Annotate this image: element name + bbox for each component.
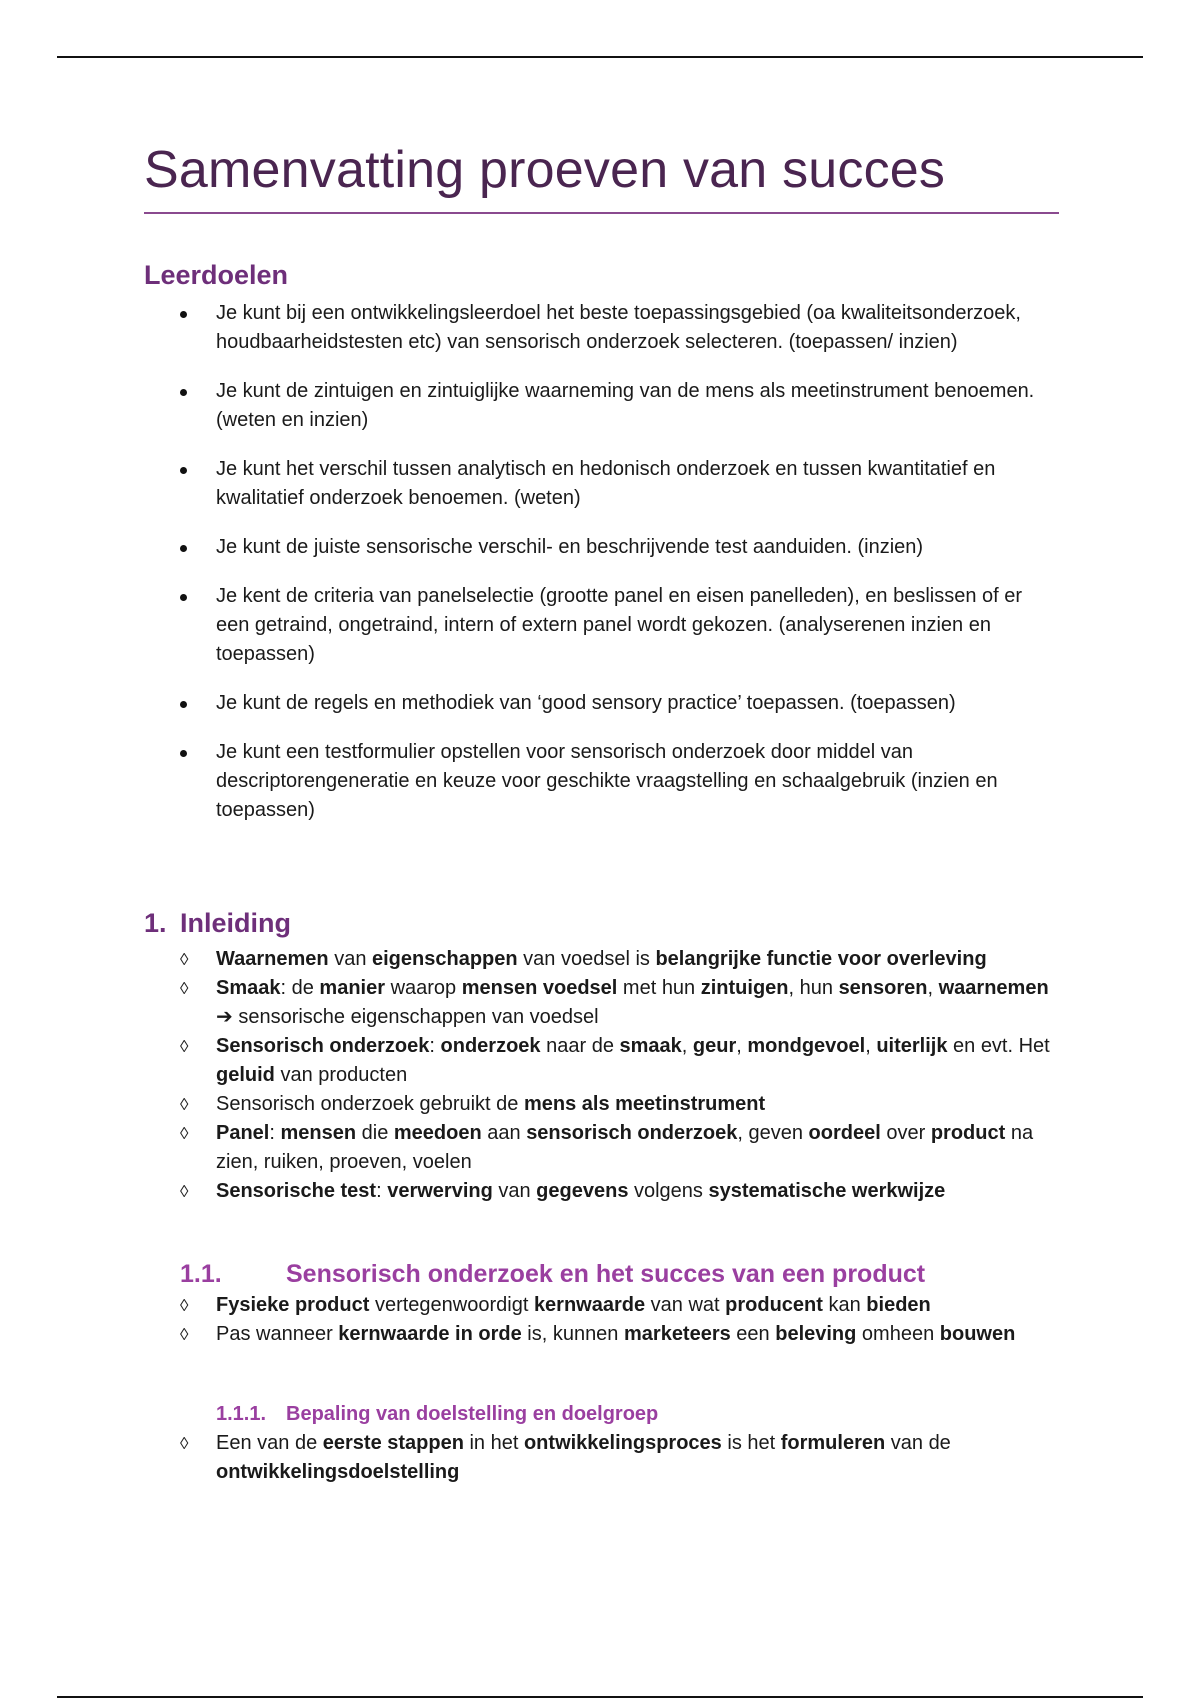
section-1-1-list: [144, 1291, 1059, 1349]
bold-term: mondgevoel: [747, 1035, 866, 1057]
section-1-1-1-title: Bepaling van doelstelling en doelgroep: [286, 1403, 659, 1425]
bold-term: bieden: [866, 1294, 931, 1316]
bold-term: verwerving: [387, 1180, 493, 1202]
bold-term: beleving: [775, 1323, 857, 1345]
text-run: ,: [736, 1035, 748, 1057]
bold-term: ontwikkelingsproces: [523, 1432, 722, 1454]
text-run: aan: [481, 1122, 527, 1144]
section-1-1-title: Sensorisch onderzoek en het succes van een product: [286, 1260, 926, 1288]
section-1-1-1-heading: [216, 1403, 658, 1426]
bold-term: ontwikkelingsdoelstelling: [216, 1461, 460, 1483]
bold-term: eigenschappen: [372, 948, 518, 970]
text-run: Pas wanneer: [216, 1323, 339, 1345]
bullet-dot-icon: [180, 545, 187, 552]
text-run: ,: [681, 1035, 693, 1057]
bullet-item: [144, 974, 1059, 1032]
bullet-dot-icon: [180, 701, 187, 708]
leerdoel-item: [144, 582, 1059, 669]
bullet-item: [144, 1429, 1059, 1487]
section-1-number: 1.: [144, 908, 167, 938]
text-run: ,: [927, 977, 939, 999]
text-run: van wat: [645, 1294, 726, 1316]
bold-term: mensen voedsel: [461, 977, 618, 999]
text-run: van: [492, 1180, 537, 1202]
bullet-item: [144, 1177, 1059, 1206]
leerdoel-item: [144, 533, 1059, 562]
text-run: sensorische eigenschappen van voedsel: [238, 1006, 599, 1028]
bold-term: geur: [692, 1035, 737, 1057]
bold-term: smaak: [619, 1035, 682, 1057]
diamond-bullet-icon: ◊: [180, 950, 189, 969]
diamond-bullet-icon: ◊: [180, 1095, 189, 1114]
text-run: naar de: [540, 1035, 620, 1057]
text-run: vertegenwoordigt: [369, 1294, 534, 1316]
section-1-heading: [144, 908, 291, 939]
text-run: een: [730, 1323, 776, 1345]
text-run: : de: [280, 977, 320, 999]
bullet-item: [144, 1032, 1059, 1090]
text-run: waarop: [385, 977, 462, 999]
leerdoelen-heading: Leerdoelen: [144, 260, 289, 290]
bold-term: meedoen: [393, 1122, 482, 1144]
text-run: van producten: [274, 1064, 408, 1086]
section-1-1-1-number: 1.1.1.: [216, 1403, 267, 1425]
text-run: over: [880, 1122, 931, 1144]
bold-term: producent: [725, 1294, 823, 1316]
text-run: is, kunnen: [521, 1323, 624, 1345]
bold-term: sensoren: [838, 977, 928, 999]
bold-term: gegevens: [536, 1180, 629, 1202]
bold-term: Fysieke product: [216, 1294, 370, 1316]
bold-term: geluid: [216, 1064, 275, 1086]
bold-term: Sensorische test: [216, 1180, 377, 1202]
leerdoel-text: Je kunt een testformulier opstellen voor sensorisch onderzoek door middel van descriptorengeneratie en keuze voor geschikte vraagstelling en schaalgebruik (inzien en toepassen): [216, 741, 998, 821]
leerdoel-text: Je kunt bij een ontwikkelingsleerdoel het beste toepassingsgebied (oa kwaliteitsonderzoek, houdbaarheidstesten etc) van sensorisch onderzoek selecteren. (toepassen/ inzien): [216, 302, 1021, 353]
leerdoel-item: [144, 689, 1059, 718]
bold-term: waarnemen: [938, 977, 1049, 999]
bold-term: product: [930, 1122, 1006, 1144]
text-run: Sensorisch onderzoek gebruikt de: [216, 1093, 524, 1115]
diamond-bullet-icon: ◊: [180, 1325, 189, 1344]
bold-term: mensen: [280, 1122, 357, 1144]
bold-term: sensorisch onderzoek: [526, 1122, 738, 1144]
bold-term: Panel: [216, 1122, 270, 1144]
text-run: kan: [822, 1294, 867, 1316]
leerdoel-item: [144, 377, 1059, 435]
diamond-bullet-icon: ◊: [180, 1182, 189, 1201]
leerdoel-text: Je kunt het verschil tussen analytisch en hedonisch onderzoek en tussen kwantitatief en kwalitatief onderzoek benoemen. (weten): [216, 458, 996, 509]
section-1-1-heading: [180, 1260, 925, 1289]
bold-term: Smaak: [216, 977, 281, 999]
text-run: is het: [721, 1432, 781, 1454]
bold-term: uiterlijk: [876, 1035, 948, 1057]
bold-term: Waarnemen: [216, 948, 329, 970]
text-run: van voedsel is: [517, 948, 656, 970]
leerdoel-text: Je kunt de regels en methodiek van ‘good sensory practice’ toepassen. (toepassen): [216, 692, 956, 714]
bold-term: onderzoek: [440, 1035, 541, 1057]
text-run: die: [356, 1122, 394, 1144]
section-1-title: Inleiding: [180, 908, 291, 938]
leerdoel-item: [144, 738, 1059, 825]
text-run: van de: [885, 1432, 951, 1454]
bullet-item: [144, 945, 1059, 974]
text-run: omheen: [856, 1323, 940, 1345]
bullet-dot-icon: [180, 311, 187, 318]
bold-term: manier: [319, 977, 386, 999]
bold-term: bouwen: [939, 1323, 1016, 1345]
text-run: Een van de: [216, 1432, 323, 1454]
bullet-dot-icon: [180, 750, 187, 757]
leerdoel-text: Je kunt de juiste sensorische verschil- en beschrijvende test aanduiden. (inzien): [216, 536, 924, 558]
bold-term: zintuigen: [700, 977, 789, 999]
diamond-bullet-icon: ◊: [180, 1124, 189, 1143]
bold-term: marketeers: [624, 1323, 731, 1345]
bullet-dot-icon: [180, 594, 187, 601]
section-1-1-1-list: [144, 1429, 1059, 1487]
text-run: in het: [463, 1432, 524, 1454]
bold-term: oordeel: [808, 1122, 881, 1144]
bold-term: kernwaarde: [533, 1294, 646, 1316]
page-title: Samenvatting proeven van succes: [144, 141, 946, 199]
text-run: met hun: [617, 977, 701, 999]
bold-term: Sensorisch onderzoek: [216, 1035, 430, 1057]
bullet-dot-icon: [180, 467, 187, 474]
section-1-1-number: 1.1.: [180, 1260, 222, 1288]
text-run: :: [376, 1180, 388, 1202]
section-1-list: [144, 945, 1059, 1206]
text-run: , hun: [788, 977, 839, 999]
bullet-item: [144, 1090, 1059, 1119]
leerdoel-text: Je kent de criteria van panelselectie (grootte panel en eisen panelleden), en beslissen of er een getraind, ongetraind, intern of extern panel wordt gekozen. (analyserenen inzien en toepassen): [216, 585, 1023, 665]
page-top-rule: [57, 56, 1143, 58]
bold-term: systematische werkwijze: [708, 1180, 946, 1202]
title-underline: [144, 212, 1059, 214]
bullet-item: [144, 1291, 1059, 1320]
bold-term: formuleren: [780, 1432, 886, 1454]
bold-term: ➔: [216, 1006, 239, 1028]
bold-term: eerste stappen: [322, 1432, 464, 1454]
bold-term: belangrijke functie voor overleving: [655, 948, 987, 970]
text-run: van: [328, 948, 372, 970]
bullet-item: [144, 1119, 1059, 1177]
diamond-bullet-icon: ◊: [180, 979, 189, 998]
text-run: en evt. Het: [947, 1035, 1050, 1057]
text-run: :: [429, 1035, 441, 1057]
text-run: ,: [865, 1035, 877, 1057]
text-run: , geven: [737, 1122, 809, 1144]
bold-term: kernwaarde in orde: [338, 1323, 522, 1345]
leerdoel-text: Je kunt de zintuigen en zintuiglijke waarneming van de mens als meetinstrument benoemen. (weten en inzien): [216, 380, 1035, 431]
text-run: na zien, ruiken, proeven, voelen: [216, 1122, 1034, 1173]
text-run: volgens: [628, 1180, 709, 1202]
bullet-item: [144, 1320, 1059, 1349]
diamond-bullet-icon: ◊: [180, 1434, 189, 1453]
page-bottom-rule: [57, 1696, 1143, 1698]
diamond-bullet-icon: ◊: [180, 1037, 189, 1056]
bold-term: mens als meetinstrument: [523, 1093, 766, 1115]
leerdoel-item: [144, 299, 1059, 357]
diamond-bullet-icon: ◊: [180, 1296, 189, 1315]
leerdoel-item: [144, 455, 1059, 513]
text-run: :: [269, 1122, 281, 1144]
bullet-dot-icon: [180, 389, 187, 396]
leerdoelen-list: [144, 299, 1059, 845]
